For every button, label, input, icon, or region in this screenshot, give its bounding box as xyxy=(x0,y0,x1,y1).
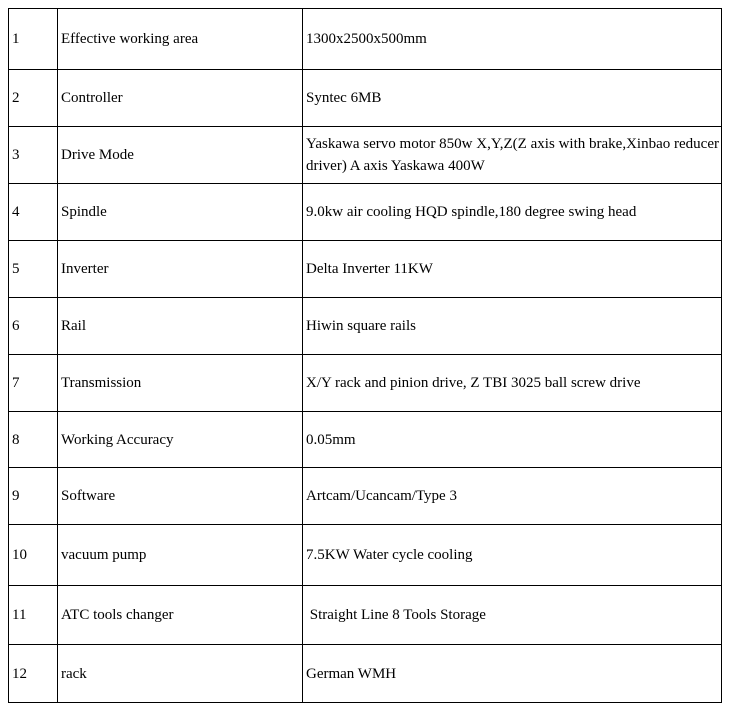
spec-label: ATC tools changer xyxy=(58,586,303,645)
row-number: 12 xyxy=(9,645,58,703)
table-row xyxy=(9,298,722,355)
spec-value: Syntec 6MB xyxy=(303,70,722,127)
table-row xyxy=(9,645,722,703)
row-number: 10 xyxy=(9,525,58,586)
spec-label: Controller xyxy=(58,70,303,127)
table-row xyxy=(9,355,722,412)
spec-label: Drive Mode xyxy=(58,127,303,184)
row-number: 1 xyxy=(9,9,58,70)
table-row xyxy=(9,127,722,184)
table-row xyxy=(9,525,722,586)
spec-label: Inverter xyxy=(58,241,303,298)
table-row xyxy=(9,9,722,70)
spec-value: 1300x2500x500mm xyxy=(303,9,722,70)
row-number: 7 xyxy=(9,355,58,412)
row-number: 5 xyxy=(9,241,58,298)
spec-table xyxy=(8,8,722,703)
row-number: 6 xyxy=(9,298,58,355)
spec-label: rack xyxy=(58,645,303,703)
spec-value: Straight Line 8 Tools Storage xyxy=(303,586,722,645)
spec-label: Software xyxy=(58,468,303,525)
spec-label: Effective working area xyxy=(58,9,303,70)
spec-label: vacuum pump xyxy=(58,525,303,586)
row-number: 8 xyxy=(9,412,58,468)
spec-value: 9.0kw air cooling HQD spindle,180 degree swing head xyxy=(303,184,722,241)
table-row xyxy=(9,241,722,298)
spec-value: Yaskawa servo motor 850w X,Y,Z(Z axis with brake,Xinbao reducer driver) A axis Yaskawa 400W xyxy=(303,127,722,184)
spec-label: Rail xyxy=(58,298,303,355)
row-number: 3 xyxy=(9,127,58,184)
spec-value: German WMH xyxy=(303,645,722,703)
spec-value: X/Y rack and pinion drive, Z TBI 3025 ball screw drive xyxy=(303,355,722,412)
table-row xyxy=(9,184,722,241)
row-number: 9 xyxy=(9,468,58,525)
row-number: 2 xyxy=(9,70,58,127)
spec-label: Spindle xyxy=(58,184,303,241)
table-row xyxy=(9,412,722,468)
spec-label: Working Accuracy xyxy=(58,412,303,468)
spec-value: 0.05mm xyxy=(303,412,722,468)
table-row xyxy=(9,70,722,127)
spec-value: 7.5KW Water cycle cooling xyxy=(303,525,722,586)
table-row xyxy=(9,468,722,525)
spec-value: Hiwin square rails xyxy=(303,298,722,355)
spec-label: Transmission xyxy=(58,355,303,412)
spec-value: Artcam/Ucancam/Type 3 xyxy=(303,468,722,525)
row-number: 11 xyxy=(9,586,58,645)
table-row xyxy=(9,586,722,645)
row-number: 4 xyxy=(9,184,58,241)
spec-value: Delta Inverter 11KW xyxy=(303,241,722,298)
